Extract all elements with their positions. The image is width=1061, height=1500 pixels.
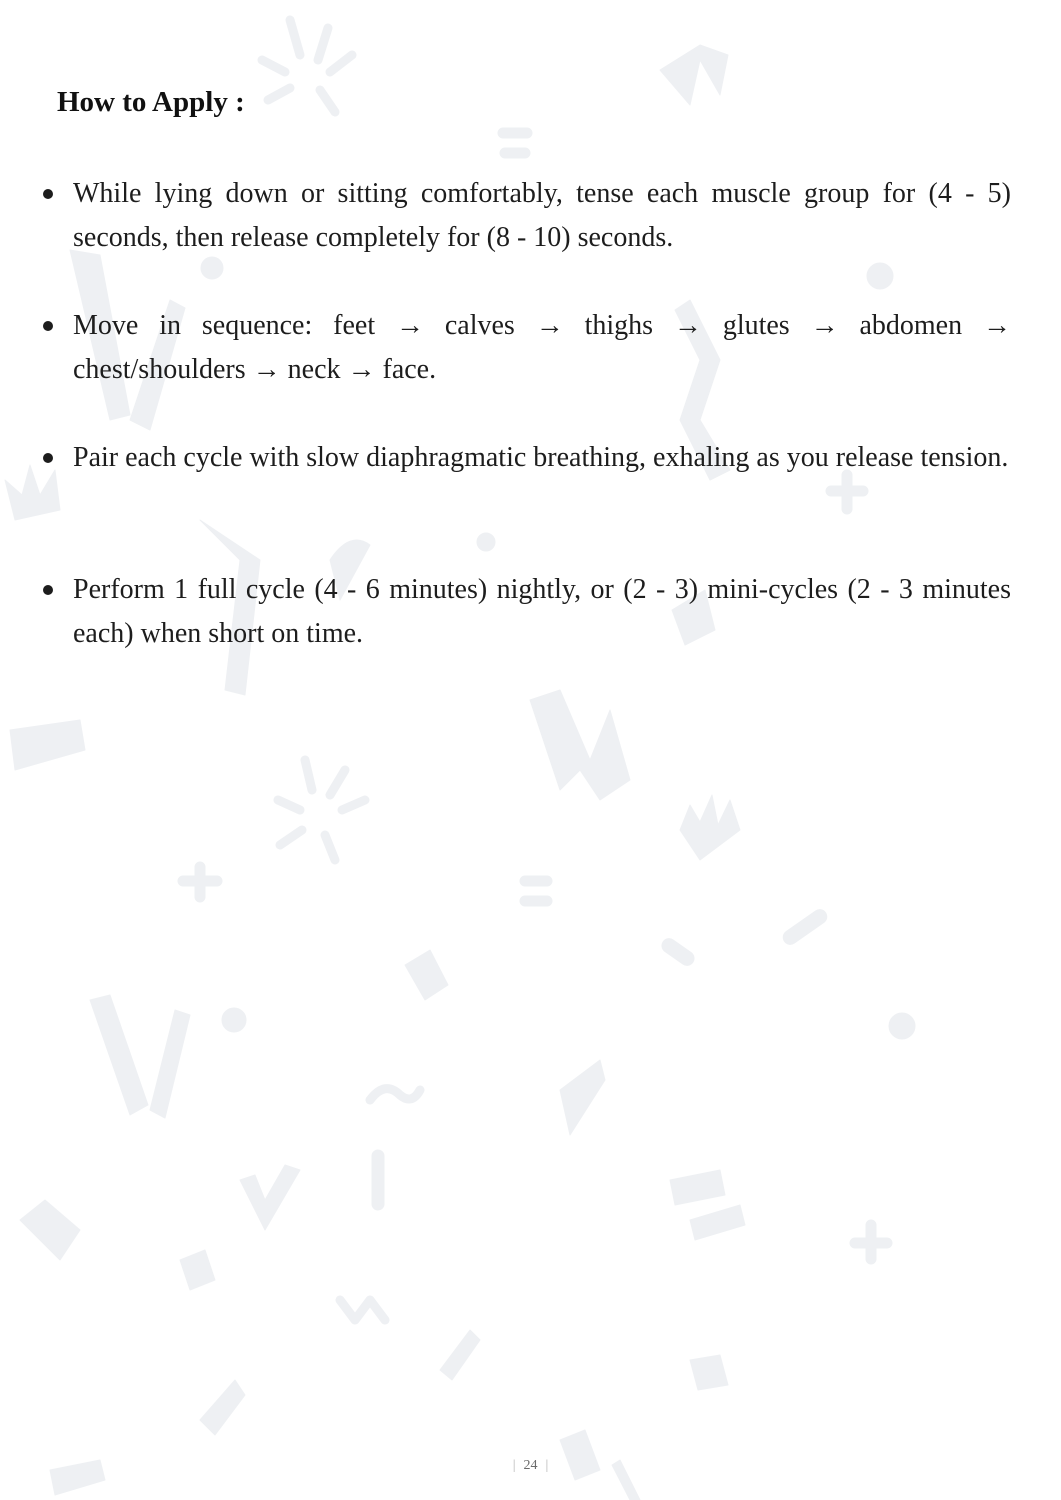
footer-separator-left: |: [512, 1458, 516, 1473]
list-item: [73, 436, 1011, 480]
bullet-icon: [43, 189, 53, 199]
footer-separator-right: |: [545, 1458, 549, 1473]
list-item: [73, 304, 1011, 392]
bullet-icon: [43, 585, 53, 595]
page-number: 24: [523, 1458, 538, 1473]
section-heading: How to Apply :: [57, 86, 245, 118]
list-item-text: Pair each cycle with slow diaphragmatic breathing, exhaling as you release tension.: [73, 442, 1009, 473]
bullet-icon: [43, 321, 53, 331]
page-footer: [0, 1458, 1061, 1474]
bullet-icon: [43, 453, 53, 463]
list-item: [73, 568, 1011, 656]
list-item: [73, 172, 1011, 260]
list-item-text: While lying down or sitting comfortably, tense each muscle group for (4 - 5) seconds, then release completely for (8 - 10) seconds.: [73, 178, 1011, 253]
list-item-text: Perform 1 full cycle (4 - 6 minutes) nightly, or (2 - 3) mini-cycles (2 - 3 minutes each) when short on time.: [73, 574, 1011, 649]
list-item-text: Move in sequence: feet → calves → thighs → glutes → abdomen → chest/shoulders → neck → face.: [73, 310, 1011, 385]
